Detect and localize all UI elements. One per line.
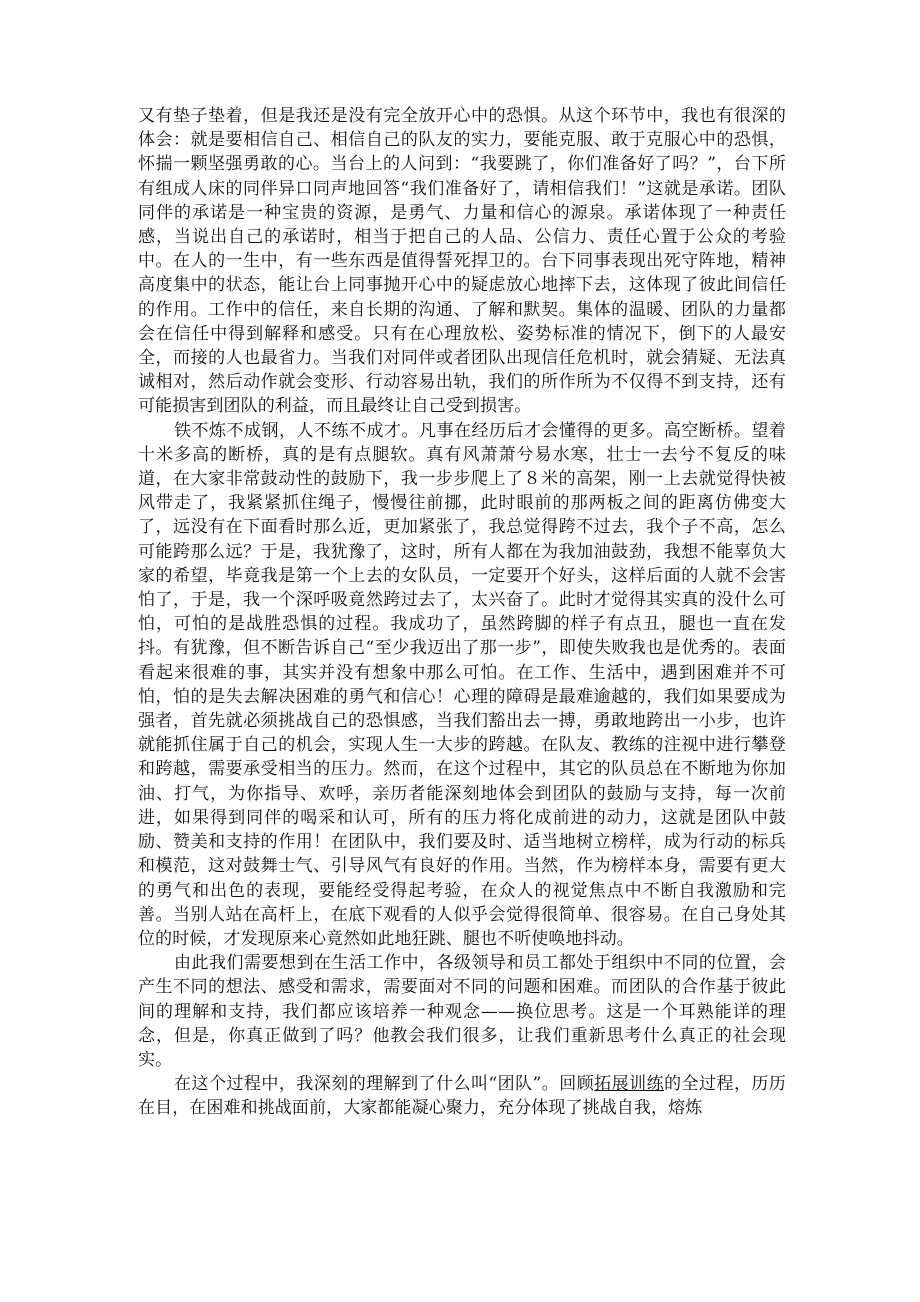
paragraph-high-bridge: 铁不炼不成钢，人不练不成才。凡事在经历后才会懂得的更多。高空断桥。望着十米多高的断桥，真的是有点腿软。真有风萧萧兮易水寒，壮士一去兮不复反的味道，在大家非常鼓动性的鼓励下，我一步步爬上了８米的高架，刚一上去就觉得快被风带走了，我紧紧抓住绳子，慢慢往前挪，此时眼前的那两板之间的距离仿佛变大了，远没有在下面看时那么近，更加紧张了，我总觉得跨不过去，我个子不高，怎么可能跨那么远？于是，我犹豫了，这时，所有人都在为我加油鼓劲，我想不能辜负大家的希望，毕竟我是第一个上去的女队员，一定要开个好头，这样后面的人就不会害怕了，于是，我一个深呼吸竟然跨过去了，太兴奋了。此时才觉得其实真的没什么可怕，可怕的是战胜恐惧的过程。我成功了，虽然跨脚的样子有点丑，腿也一直在发抖。有犹豫，但不断告诉自己“至少我迈出了那一步”，即使失败我也是优秀的。表面看起来很难的事，其实并没有想象中那么可怕。在工作、生活中，遇到困难并不可怕，怕的是失去解决困难的勇气和信心！心理的障碍是最难逾越的，我们如果要成为强者，首先就必须挑战自己的恐惧感，当我们豁出去一搏，勇敢地跨出一小步，也许就能抓住属于自己的机会，实现人生一大步的跨越。在队友、教练的注视中进行攀登和跨越，需要承受相当的压力。然而，在这个过程中，其它的队员总在不断地为你加油、打气，为你指导、欢呼，亲历者能深刻地体会到团队的鼓励与支持，每一次前进，如果得到同伴的喝采和认可，所有的压力将化成前进的动力，这就是团队中鼓励、赞美和支持的作用！在团队中，我们要及时、适当地树立榜样，成为行动的标兵和模范，这对鼓舞士气、引导风气有良好的作用。当然，作为榜样本身，需要有更大的勇气和出色的表现，要能经受得起考验，在众人的视觉焦点中不断自我激励和完善。当别人站在高杆上，在底下观看的人似乎会觉得很简单、很容易。在自己身处其位的时候，才发现原来心竟然如此地狂跳、腿也不听使唤地抖动。 — [138, 420, 786, 949]
paragraph-empathy: 由此我们需要想到在生活工作中，各级领导和员工都处于组织中不同的位置，会产生不同的想法、感受和需求，需要面对不同的问题和困难。而团队的合作基于彼此间的理解和支持，我们都应该培养一种观念——换位思考。这是一个耳熟能详的理念，但是，你真正做到了吗？他教会我们很多，让我们重新思考什么真正的社会现实。 — [138, 953, 786, 1070]
paragraph-team-after-link: 的全过程，历历在目，在困难和挑战面前，大家都能凝心聚力，充分体现了挑战自我，熔炼 — [138, 1074, 786, 1119]
document-body — [138, 104, 786, 1121]
paragraph-team — [138, 1072, 786, 1120]
paragraph-team-before-link: 在这个过程中，我深刻的理解到了什么叫“团队”。回顾 — [174, 1074, 595, 1095]
outward-bound-training-link[interactable]: 拓展训练 — [594, 1074, 665, 1095]
paragraph-trust-fall: 又有垫子垫着，但是我还是没有完全放开心中的恐惧。从这个环节中，我也有很深的体会：就是要相信自己、相信自己的队友的实力，要能克服、敢于克服心中的恐惧，怀揣一颗坚强勇敢的心。当台上的人问到：“我要跳了，你们准备好了吗？”，台下所有组成人床的同伴异口同声地回答“我们准备好了，请相信我们！”这就是承诺。团队同伴的承诺是一种宝贵的资源，是勇气、力量和信心的源泉。承诺体现了一种责任感，当说出自己的承诺时，相当于把自己的人品、公信力、责任心置于公众的考验中。在人的一生中，有一些东西是值得誓死捍卫的。台下同事表现出死守阵地，精神高度集中的状态，能让台上同事抛开心中的疑虑放心地摔下去，这体现了彼此间信任的作用。工作中的信任，来自长期的沟通、了解和默契。集体的温暖、团队的力量都会在信任中得到解释和感受。只有在心理放松、姿势标准的情况下，倒下的人最安全，而接的人也最省力。当我们对同伴或者团队出现信任危机时，就会猜疑、无法真诚相对，然后动作就会变形、行动容易出轨，我们的所作所为不仅得不到支持，还有可能损害到团队的利益，而且最终让自己受到损害。 — [138, 106, 786, 417]
